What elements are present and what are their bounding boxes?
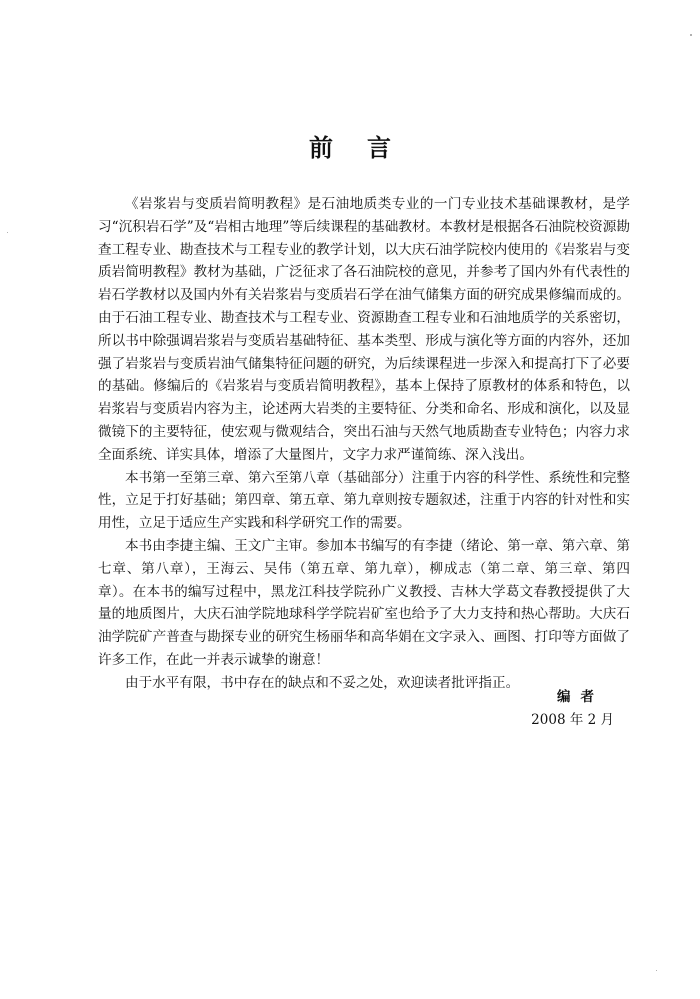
scan-speck [690, 34, 692, 36]
page-title: 前言 [309, 134, 425, 162]
signature-block [531, 686, 614, 732]
preface-paragraph: 本书由李捷主编、王文广主审。参加本书编写的有李捷（绪论、第一章、第六章、第七章、第八章），王海云、吴伟（第五章、第九章），柳成志（第二章、第三章、第四章）。在本书的编写过程中，黑龙江科技学院孙广义教授、吉林大学葛文春教授提供了大量的地质图片，大庆石油学院地球科学学院岩矿室也给予了大力支持和热心帮助。大庆石油学院矿产普查与勘探专业的研究生杨丽华和高华娟在文字录入、画图、打印等方面做了许多工作，在此一并表示诚挚的谢意！ [98, 537, 630, 668]
scan-speck [7, 232, 8, 233]
preface-paragraph: 《岩浆岩与变质岩简明教程》是石油地质类专业的一门专业技术基础课教材，是学习“沉积岩石学”及“岩相古地理”等后续课程的基础教材。本教材是根据各石油院校资源勘查工程专业、勘查技术与工程专业的教学计划，以大庆石油学院校内使用的《岩浆岩与变质岩简明教程》教材为基础，广泛征求了各石油院校的意见，并参考了国内外有代表性的岩石学教材以及国内外有关岩浆岩与变质岩石学在油气储集方面的研究成果修编而成的。由于石油工程专业、勘查技术与工程专业、资源勘查工程专业和石油地质学的关系密切，所以书中除强调岩浆岩与变质岩基础特征、基本类型、形成与演化等方面的内容外，还加强了岩浆岩与变质岩油气储集特征问题的研究，为后续课程进一步深入和提高打下了必要的基础。修编后的《岩浆岩与变质岩简明教程》，基本上保持了原教材的体系和特色，以岩浆岩与变质岩内容为主，论述两大岩类的主要特征、分类和命名、形成和演化，以及显微镜下的主要特征，使宏观与微观结合，突出石油与天然气地质勘查专业特色；内容力求全面系统、详实具体，增添了大量图片，文字力求严谨简练、深入浅出。 [98, 196, 630, 463]
scan-speck [656, 970, 657, 971]
preface-paragraph: 本书第一至第三章、第六至第八章（基础部分）注重于内容的科学性、系统性和完整性，立足于打好基础；第四章、第五章、第九章则按专题叙述，注重于内容的针对性和实用性，立足于适应生产实践和科学研究工作的需要。 [98, 469, 630, 532]
preface-body [98, 193, 630, 695]
preface-paragraph: 由于水平有限，书中存在的缺点和不妥之处，欢迎读者批评指正。 [125, 674, 520, 691]
signature-editor: 编者 [557, 689, 604, 705]
signature-date: 2008 年 2 月 [531, 712, 614, 728]
